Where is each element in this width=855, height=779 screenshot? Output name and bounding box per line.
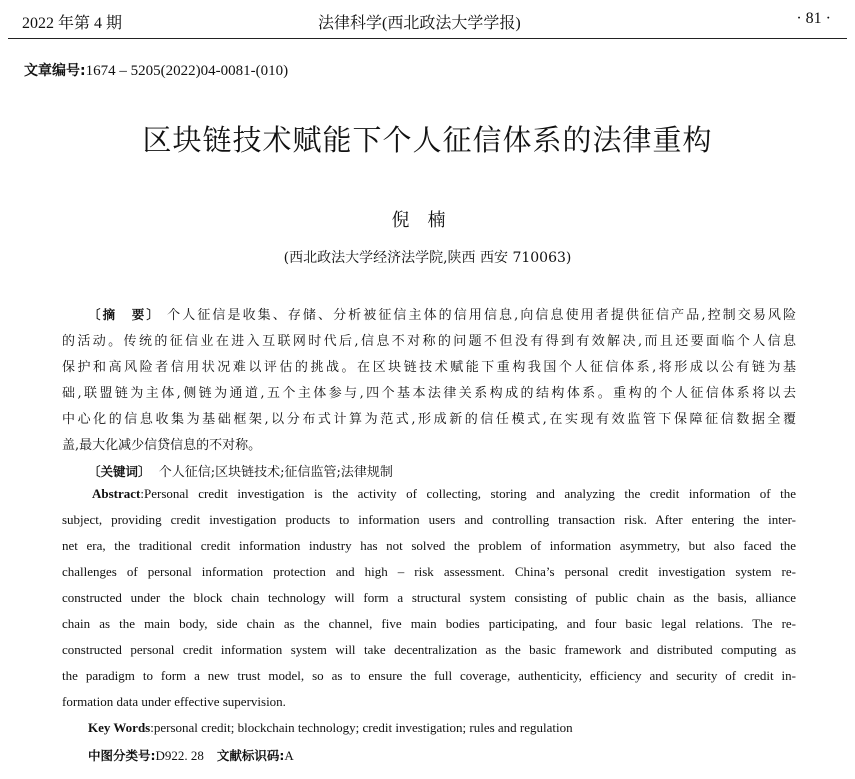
- keywords-zh-label: 〔关键词〕: [88, 464, 151, 479]
- author: 倪楠: [391, 210, 464, 231]
- abstract-en-line: [62, 642, 796, 658]
- abstract-zh-text: 础,联盟链为主体,侧链为通道,五个主体参与,四个基本法律关系构成的结构体系。重构的个人征信体系将以去: [62, 386, 796, 401]
- keywords-zh-value: 个人征信;区块链技术;征信监管;法律规制: [158, 465, 393, 480]
- page-number: · 81 ·: [796, 10, 831, 27]
- article-number-value: 1674 – 5205(2022)04-0081-(010): [85, 63, 289, 79]
- abstract-en-line: [62, 538, 796, 554]
- abstract-en-text: subject, providing credit investigation products to information users and controlling transaction risk. After entering the inter-: [62, 512, 796, 527]
- abstract-en-line: [62, 616, 796, 632]
- issue-label: 2022 年第 4 期: [22, 15, 123, 32]
- abstract-en-text: the paradigm to form a new trust model, so as to ensure the full coverage, authenticity, efficiency and security of credit in-: [62, 668, 796, 683]
- abstract-zh-text: 个人征信是收集、存储、分析被征信主体的信用信息,向信息使用者提供征信产品,控制交易风险: [167, 308, 796, 323]
- abstract-en-line: [62, 512, 796, 528]
- abstract-en-line: [62, 590, 796, 606]
- abstract-zh-line: [88, 304, 796, 323]
- abstract-en-line: [92, 486, 796, 502]
- abstract-en-text: constructed under the block chain technology will form a structural system consisting of public chain as the basis, alliance: [62, 590, 796, 605]
- abstract-en-text: net era, the traditional credit information industry has not solved the problem of information asymmetry, but also faced the: [62, 538, 796, 553]
- clc-label: 中图分类号:: [88, 748, 156, 763]
- affiliation: (西北政法大学经济法学院,陕西 西安 710063): [283, 250, 572, 266]
- paper-title: 区块链技术赋能下个人征信体系的法律重构: [142, 123, 713, 157]
- clc-value: D922. 28: [155, 748, 204, 763]
- abstract-en-line: [62, 694, 796, 710]
- keywords-en: [88, 720, 573, 736]
- abstract-en-line: [62, 564, 796, 580]
- abstract-zh-text: 保护和高风险者信用状况难以评估的挑战。在区块链技术赋能下重构我国个人征信体系,将形成以公有链为基: [62, 360, 796, 375]
- abstract-zh-line: [62, 356, 796, 375]
- keywords-zh: [88, 461, 393, 480]
- abstract-en-text: chain as the main body, side chain as the channel, five main bodies participating, and four basic legal relations. The re-: [62, 616, 796, 631]
- doc-code-value: A: [284, 748, 294, 763]
- abstract-zh-line: [62, 382, 796, 401]
- classification: [88, 746, 294, 764]
- abstract-zh-line: [62, 330, 796, 349]
- abstract-en-text: challenges of personal information protection and high – risk assessment. China’s personal credit investigation system re-: [62, 564, 796, 579]
- abstract-zh-text: 的活动。传统的征信业在进入互联网时代后,信息不对称的问题不但没有得到有效解决,而且还要面临个人信息: [62, 334, 796, 349]
- abstract-zh-label: 〔摘 要〕: [88, 307, 161, 322]
- abstract-zh-text: 盖,最大化减少信贷信息的不对称。: [62, 438, 262, 453]
- abstract-zh-text: 中心化的信息收集为基础框架,以分布式计算为范式,形成新的信任模式,在实现有效监管下保障征信数据全覆: [62, 412, 796, 427]
- abstract-en-text: :Personal credit investigation is the activity of collecting, storing and analyzing the credit information of the: [140, 486, 796, 501]
- abstract-en-line: [62, 668, 796, 684]
- article-number: [24, 60, 288, 80]
- header-rule: [8, 38, 847, 39]
- abstract-zh-line: [62, 434, 796, 453]
- doc-code-label: 文献标识码:: [216, 748, 285, 763]
- abstract-zh-line: [62, 408, 796, 427]
- abstract-en-text: constructed personal credit information system will take decentralization as the basic framework and distributed computing as: [62, 642, 796, 657]
- keywords-en-value: :personal credit; blockchain technology; credit investigation; rules and regulation: [150, 720, 573, 735]
- abstract-en-text: formation data under effective supervision.: [62, 694, 286, 709]
- journal-name: 法律科学(西北政法大学学报): [318, 15, 521, 32]
- article-number-label: 文章编号:: [24, 63, 86, 79]
- abstract-en-label: Abstract: [92, 486, 141, 501]
- keywords-en-label: Key Words: [88, 720, 151, 735]
